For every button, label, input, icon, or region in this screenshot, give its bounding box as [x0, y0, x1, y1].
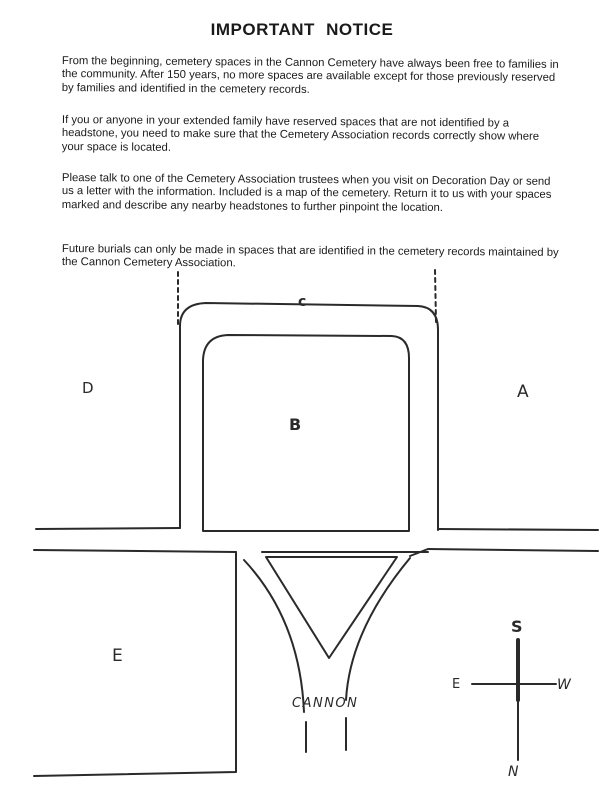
compass-label-left: E [452, 677, 461, 692]
compass-label-bottom: N [508, 764, 519, 780]
notice-paragraph-reserved-spaces: If you or anyone in your extended family have reserved spaces that are not identified by a headstone, you need to make sure that the Cemetery Association records correctly show where your space is located. [61, 114, 540, 154]
map-triangle-island [266, 557, 397, 658]
notice-paragraph-future-burials: Future burials can only be made in spaces that are identified in the cemetery records maintained by the Cannon Cemetery Association. [61, 243, 559, 270]
map-road-edge-upper-left [36, 528, 180, 529]
compass [472, 640, 556, 760]
map-label-section-c: c [298, 294, 307, 310]
map-road-edge-upper-right [438, 529, 598, 530]
map-section-b-plot [203, 335, 409, 531]
map-road-label-cannon: CANNON [292, 696, 359, 711]
map-label-section-b: B [289, 415, 302, 434]
map-label-section-e: E [112, 646, 123, 666]
map-boundary-dashes [178, 270, 436, 325]
map-road-edge-lower-left [34, 550, 236, 552]
notice-paragraph-contact-trustees: Please talk to one of the Cemetery Association trustees when you visit on Decoration Day or send us a letter with the information. Included is a map of the cemetery. Return it to us with your spaces marked and describe any nearby headstones to further pinpoint the location. [61, 172, 552, 214]
map-cannon-road-left-edge [244, 560, 304, 712]
map-road-edge-lower-right [428, 549, 598, 551]
notice-paragraph-free-spaces: From the beginning, cemetery spaces in the Cannon Cemetery have always been free to families in the community. After 150 years, no more spaces are available except for those previously reserved by families and identified in the cemetery records. [61, 55, 559, 96]
map-label-section-d: D [82, 379, 94, 397]
map-bottom-boundary [34, 700, 236, 776]
compass-label-top: S [511, 617, 523, 636]
cemetery-map [0, 262, 604, 800]
map-cannon-road-right-edge [346, 558, 410, 700]
notice-title: IMPORTANT NOTICE [210, 20, 394, 39]
compass-label-right: W [557, 677, 571, 693]
map-label-section-a: A [517, 382, 529, 402]
